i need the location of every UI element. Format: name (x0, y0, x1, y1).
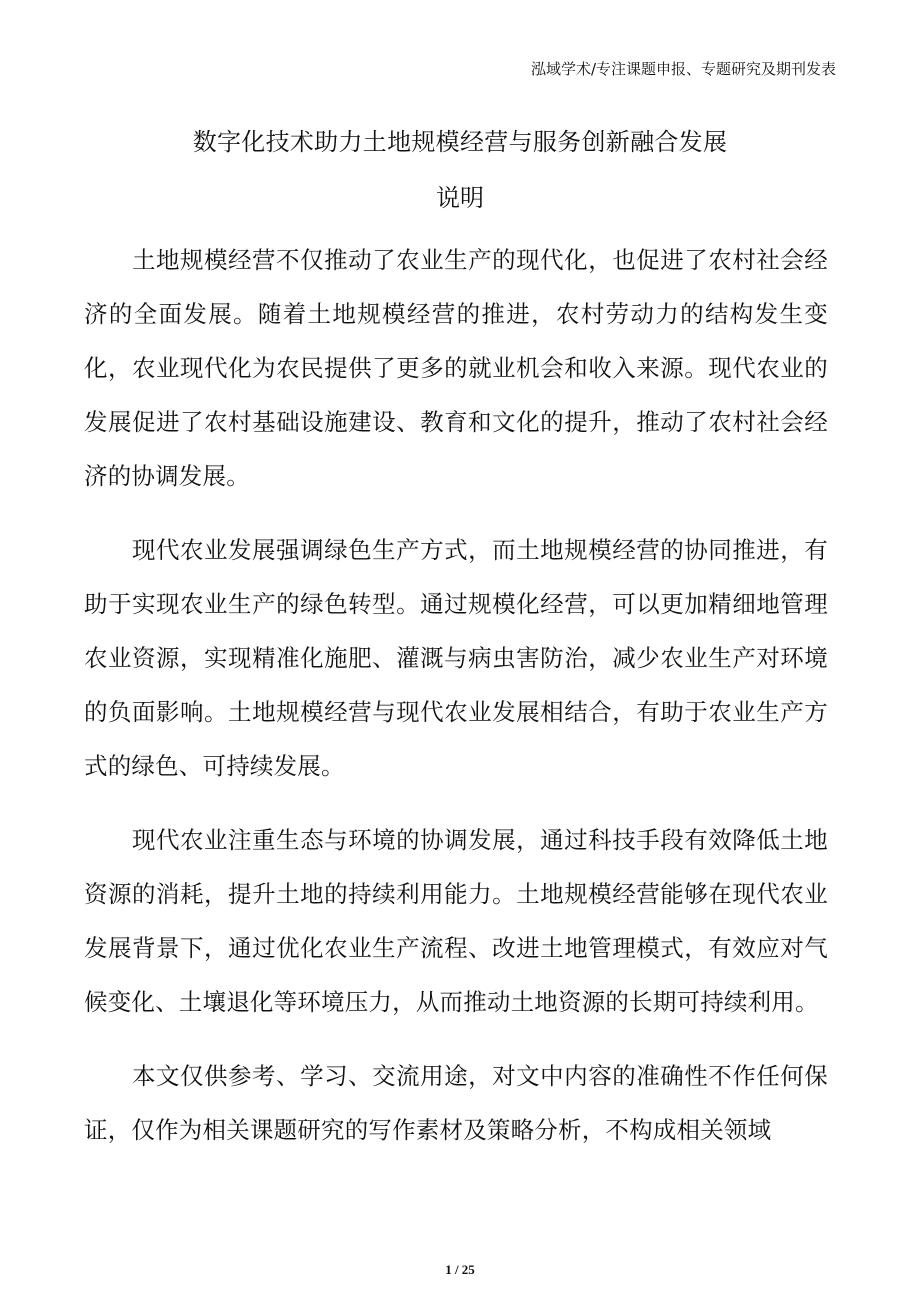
section-heading: 说明 (436, 184, 484, 212)
page-number: 1 / 25 (445, 1262, 475, 1277)
document-body (84, 233, 828, 1177)
paragraph: 本文仅供参考、学习、交流用途，对文中内容的准确性不作任何保证，仅作为相关课题研究的写作素材及策略分析，不构成相关领域 (84, 1062, 828, 1144)
page-header: 泓域学术/专注课题申报、专题研究及期刊发表 (530, 60, 836, 78)
paragraph: 土地规模经营不仅推动了农业生产的现代化，也促进了农村社会经济的全面发展。随着土地规模经营的推进，农村劳动力的结构发生变化，农业现代化为农民提供了更多的就业机会和收入来源。现代农业的发展促进了农村基础设施建设、教育和文化的提升，推动了农村社会经济的协调发展。 (84, 246, 828, 490)
document-title: 数字化技术助力土地规模经营与服务创新融合发展 (192, 128, 728, 156)
paragraph: 现代农业发展强调绿色生产方式，而土地规模经营的协同推进，有助于实现农业生产的绿色转型。通过规模化经营，可以更加精细地管理农业资源，实现精准化施肥、灌溉与病虫害防治，减少农业生产对环境的负面影响。土地规模经营与现代农业发展相结合，有助于农业生产方式的绿色、可持续发展。 (84, 536, 828, 780)
paragraph: 现代农业注重生态与环境的协调发展，通过科技手段有效降低土地资源的消耗，提升土地的持续利用能力。土地规模经营能够在现代农业发展背景下，通过优化农业生产流程、改进土地管理模式，有效应对气候变化、土壤退化等环境压力，从而推动土地资源的长期可持续利用。 (84, 826, 828, 1016)
